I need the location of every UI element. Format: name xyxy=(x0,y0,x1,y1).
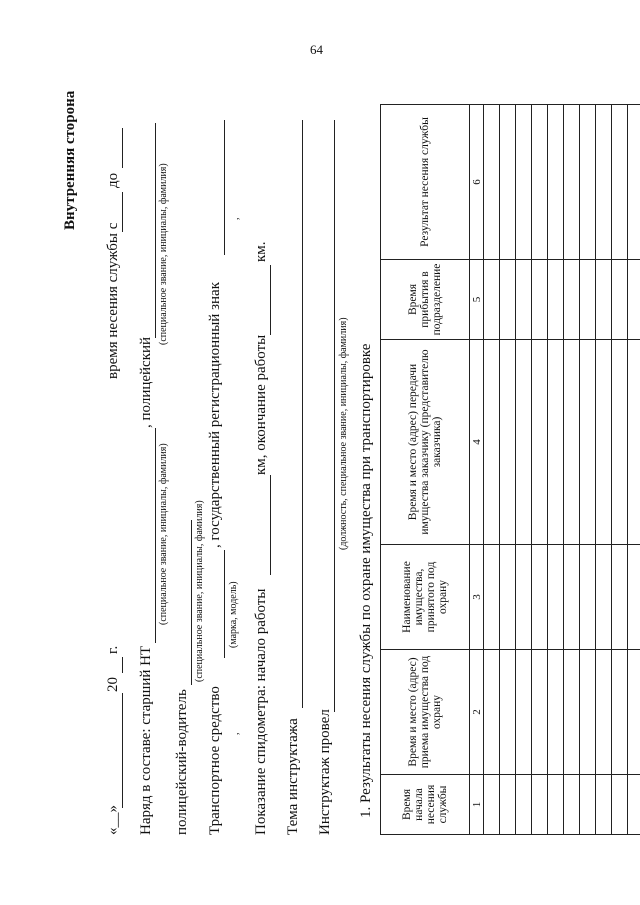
briefing-blank xyxy=(334,120,335,712)
table-cell xyxy=(500,650,516,775)
table-cell xyxy=(612,260,628,340)
table-cell xyxy=(532,650,548,775)
table-cell xyxy=(596,105,612,260)
topic-blank xyxy=(302,120,303,708)
table-cell xyxy=(548,775,564,835)
table-cell xyxy=(612,105,628,260)
table-row xyxy=(564,105,580,835)
table-cell xyxy=(484,650,500,775)
table-cell xyxy=(532,105,548,260)
col-header-property: Наименование имущества, принятого под охрану xyxy=(381,545,470,650)
table-cell xyxy=(500,775,516,835)
table-cell xyxy=(628,545,640,650)
reg-label: , государственный регистрационный знак xyxy=(207,282,223,548)
table-cell xyxy=(596,545,612,650)
reg-blank xyxy=(224,120,225,255)
table-cell xyxy=(532,545,548,650)
table-cell xyxy=(628,775,640,835)
driver-label: полицейский-водитель xyxy=(174,689,190,835)
table-cell xyxy=(628,105,640,260)
table-cell xyxy=(580,260,596,340)
table-cell xyxy=(564,340,580,545)
col-header-handover: Время и место (адрес) передачи имущества заказчику (представителю заказчика) xyxy=(381,340,470,545)
vehicle-label: Транспортное средство xyxy=(207,686,223,835)
hint-position: (должность, специальное звание, инициалы, фамилия) xyxy=(338,317,349,550)
table-cell xyxy=(516,260,532,340)
table-cell xyxy=(548,105,564,260)
speedo-end-blank xyxy=(270,265,271,335)
table-row xyxy=(532,105,548,835)
col-header-arrival: Время прибытия в подразделение xyxy=(381,260,470,340)
table-row xyxy=(516,105,532,835)
table-cell xyxy=(484,340,500,545)
speedo-label: Показание спидометра: начало работы xyxy=(253,588,269,835)
hint-driver: (специальное звание, инициалы, фамилия) xyxy=(194,500,205,682)
table-cell xyxy=(484,545,500,650)
column-number: 5 xyxy=(470,260,484,340)
table-cell xyxy=(548,260,564,340)
table-cell xyxy=(548,650,564,775)
date-blank xyxy=(122,693,123,808)
table-cell xyxy=(580,340,596,545)
table-cell xyxy=(564,775,580,835)
hint-model: (марка, модель) xyxy=(228,581,239,648)
year-suffix: г. xyxy=(105,645,121,654)
table-cell xyxy=(612,545,628,650)
driver-blank xyxy=(191,520,192,685)
table-cell xyxy=(564,105,580,260)
vehicle-blank xyxy=(224,550,225,658)
period-label: время несения службы с xyxy=(105,222,121,379)
comma-mark: , xyxy=(230,732,241,735)
table-cell xyxy=(564,545,580,650)
rotated-form xyxy=(60,80,483,880)
table-cell xyxy=(612,775,628,835)
period-to-blank xyxy=(122,128,123,168)
table-cell xyxy=(516,105,532,260)
table-row xyxy=(580,105,596,835)
table-cell xyxy=(596,260,612,340)
page-heading: Внутренняя сторона xyxy=(62,90,78,230)
table-cell xyxy=(564,650,580,775)
table-cell xyxy=(516,545,532,650)
col-header-result: Результат несения службы xyxy=(381,105,470,260)
table-row xyxy=(500,105,516,835)
table-cell xyxy=(500,105,516,260)
table-cell xyxy=(548,545,564,650)
table-row xyxy=(628,105,640,835)
comma-mark-2: , xyxy=(230,217,241,220)
briefing-label: Инструктаж провел xyxy=(317,709,333,835)
table-cell xyxy=(516,340,532,545)
speedo-start-blank xyxy=(270,475,271,575)
table-cell xyxy=(484,775,500,835)
period-from-blank xyxy=(122,192,123,232)
table-cell xyxy=(532,340,548,545)
table-row xyxy=(548,105,564,835)
table-cell xyxy=(580,545,596,650)
table-cell xyxy=(484,260,500,340)
table-cell xyxy=(580,650,596,775)
column-number: 3 xyxy=(470,545,484,650)
table-cell xyxy=(516,775,532,835)
table-cell xyxy=(532,260,548,340)
date-open: «__» xyxy=(105,805,121,835)
section-title: 1. Результаты несения службы по охране имущества при транспортировке xyxy=(358,343,374,818)
table-cell xyxy=(516,650,532,775)
table-cell xyxy=(580,775,596,835)
table-cell xyxy=(532,775,548,835)
table-header-row xyxy=(381,105,470,835)
table-cell xyxy=(612,340,628,545)
table-row xyxy=(596,105,612,835)
table-cell xyxy=(580,105,596,260)
table-cell xyxy=(596,775,612,835)
results-table xyxy=(380,104,640,835)
km-label: км. xyxy=(253,241,269,262)
table-cell xyxy=(596,340,612,545)
policeman-blank xyxy=(155,123,156,338)
table-cell xyxy=(548,340,564,545)
hint-policeman: (специальное звание, инициалы, фамилия) xyxy=(158,163,169,345)
crew-label: Наряд в составе: старший НТ xyxy=(138,645,154,835)
table-cell xyxy=(596,650,612,775)
table-cell xyxy=(628,340,640,545)
km-end-label: км, окончание работы xyxy=(253,334,269,475)
table-cell xyxy=(612,650,628,775)
column-number: 6 xyxy=(470,105,484,260)
senior-blank xyxy=(155,428,156,643)
table-cell xyxy=(564,260,580,340)
policeman-label: , полицейский xyxy=(138,336,154,428)
table-row xyxy=(612,105,628,835)
column-number: 1 xyxy=(470,775,484,835)
table-cell xyxy=(628,260,640,340)
topic-label: Тема инструктажа xyxy=(285,718,301,835)
year-prefix: 20 xyxy=(105,677,121,692)
period-to-label: до xyxy=(105,172,121,188)
table-cell xyxy=(500,545,516,650)
table-cell xyxy=(484,105,500,260)
table-cell xyxy=(500,340,516,545)
column-number: 4 xyxy=(470,340,484,545)
table-row xyxy=(484,105,500,835)
year-blank xyxy=(122,657,123,673)
column-number: 2 xyxy=(470,650,484,775)
column-number-row xyxy=(470,105,484,835)
col-header-start-time: Время начала несения службы xyxy=(381,775,470,835)
page-number: 64 xyxy=(310,42,323,57)
hint-senior: (специальное звание, инициалы, фамилия) xyxy=(158,443,169,625)
table-cell xyxy=(500,260,516,340)
table-cell xyxy=(628,650,640,775)
col-header-reception: Время и место (адрес) приема имущества под охрану xyxy=(381,650,470,775)
